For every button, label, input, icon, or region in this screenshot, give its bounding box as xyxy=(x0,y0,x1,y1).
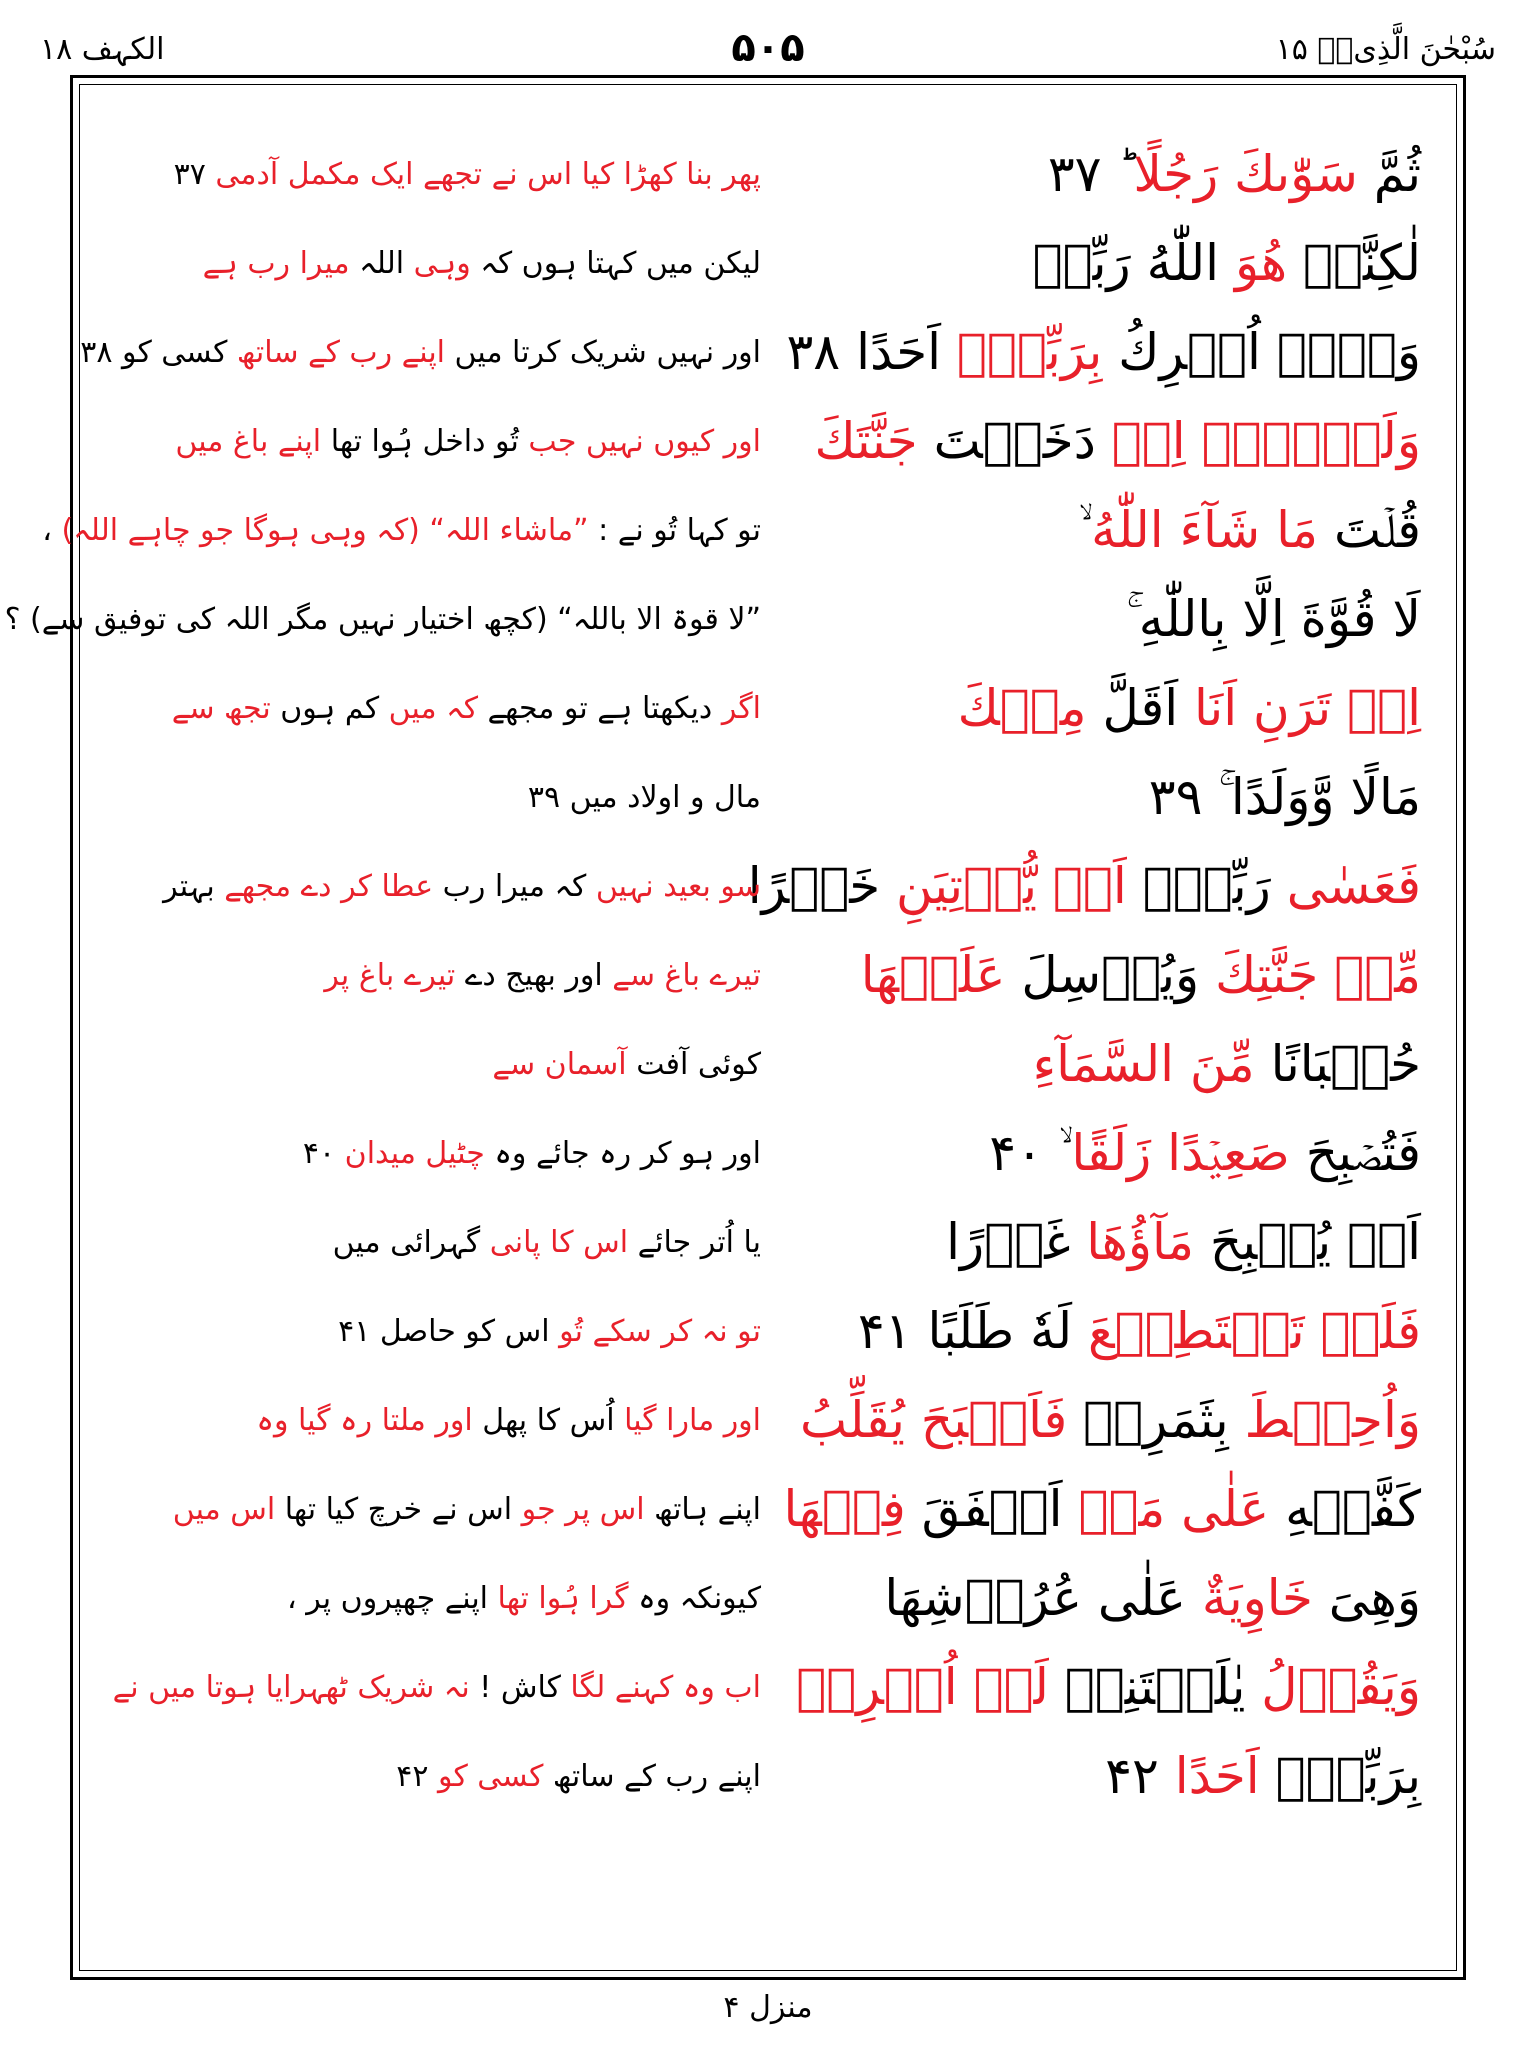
urdu-segment: اس نے خرچ کیا تھا xyxy=(275,1492,522,1527)
arabic-verse-line xyxy=(801,753,1421,842)
arabic-segment: اِنۡ تَرَنِ اَنَا xyxy=(1194,679,1421,737)
arabic-segment: مَا شَآءَ اللّٰهُ xyxy=(1091,501,1319,559)
urdu-segment: بہتر xyxy=(163,869,225,904)
arabic-segment: جَنَّتَكَ xyxy=(814,412,918,470)
urdu-segment: اللہ xyxy=(349,246,414,281)
arabic-segment: مَالًا وَّوَلَدًا ۚ ۳۹ xyxy=(1148,768,1421,826)
urdu-segment: ۴۲ xyxy=(396,1759,438,1794)
urdu-segment: کسی کو ۳۸ xyxy=(80,335,237,370)
urdu-segment: کوئی آفت xyxy=(626,1047,761,1082)
urdu-segment: سو بعید نہیں xyxy=(595,869,761,904)
arabic-verse-line xyxy=(747,842,1421,931)
arabic-segment: مِّنَ السَّمَآءِ xyxy=(1032,1035,1255,1093)
arabic-verse-line xyxy=(801,1554,1421,1643)
arabic-verse-line xyxy=(801,1732,1421,1821)
verse-row xyxy=(95,1109,1441,1198)
urdu-segment: اس کا پانی xyxy=(489,1225,629,1260)
arabic-segment: هُوَ xyxy=(1234,234,1288,292)
urdu-segment: ۳۷ xyxy=(173,157,216,192)
arabic-segment: خَيۡرًا xyxy=(747,857,897,915)
verse-row xyxy=(95,842,1441,931)
urdu-translation-line xyxy=(42,486,761,575)
verse-row xyxy=(95,1198,1441,1287)
urdu-segment: کہ میرا رب xyxy=(433,869,596,904)
arabic-segment: مِّنۡ جَنَّتِكَ xyxy=(1215,946,1421,1004)
urdu-segment: اور کیوں نہیں xyxy=(585,424,761,459)
urdu-segment: اور ملتا رہ گیا وہ xyxy=(256,1403,473,1438)
urdu-translation-line xyxy=(121,130,761,219)
verse-row xyxy=(95,1376,1441,1465)
arabic-segment: فَتُصۡبِحَ xyxy=(1289,1124,1421,1182)
verse-row xyxy=(95,219,1441,308)
arabic-verse-line xyxy=(801,397,1421,486)
urdu-translation-line xyxy=(121,1198,761,1287)
arabic-segment: يٰلَيۡتَنِىۡ xyxy=(1048,1658,1262,1716)
arabic-segment: ثُمَّ xyxy=(1357,145,1421,203)
arabic-segment: اَوۡ يُصۡبِحَ xyxy=(1194,1213,1421,1271)
arabic-segment: فَلَنۡ تَسۡتَطِيۡعَ xyxy=(1087,1302,1421,1360)
verse-row xyxy=(95,1287,1441,1376)
arabic-segment: خَاوِيَةٌ xyxy=(1201,1569,1313,1627)
arabic-segment: لٰكِنَّا۠ xyxy=(1287,234,1421,292)
urdu-translation-line xyxy=(121,664,761,753)
arabic-segment: اَنۡ يُّؤۡتِيَنِ xyxy=(896,857,1127,915)
verse-row xyxy=(95,1465,1441,1554)
urdu-segment: پھر بنا کھڑا کیا اس نے تجھے xyxy=(413,157,761,192)
arabic-segment: اَقَلَّ xyxy=(1086,679,1195,737)
urdu-translation-line xyxy=(121,1732,761,1821)
urdu-translation-line xyxy=(121,1376,761,1465)
header-surah-juz: سُبْحٰنَ الَّذِیۡۤ ۱۵ xyxy=(1275,32,1496,67)
urdu-segment: اس کو حاصل ۴۱ xyxy=(338,1314,560,1349)
arabic-verse-line xyxy=(801,219,1421,308)
arabic-verse-line xyxy=(801,575,1421,664)
arabic-verse-line xyxy=(801,1376,1421,1465)
urdu-segment: دیکھتا ہے تو مجھے xyxy=(478,691,722,726)
arabic-segment: حُسۡبَانًا xyxy=(1254,1035,1421,1093)
urdu-segment: ”لا قوۃ الا باللہ“ (کچھ اختیار نہیں مگر اللہ کی توفیق سے) ؟ xyxy=(4,602,761,637)
urdu-segment: اس پر جو xyxy=(521,1492,645,1527)
urdu-segment: اُس کا پھل xyxy=(472,1403,625,1438)
arabic-segment: اَنۡفَقَ xyxy=(905,1480,1079,1538)
urdu-segment: تو کہا تُو نے : xyxy=(588,513,761,548)
urdu-segment: گرا ہُوا تھا xyxy=(497,1581,629,1616)
urdu-translation-line xyxy=(80,308,761,397)
urdu-translation-line xyxy=(121,1109,761,1198)
urdu-segment: اس میں xyxy=(172,1492,276,1527)
arabic-segment: سَوّٰىكَ رَجُلًا xyxy=(1133,145,1358,203)
arabic-verse-line xyxy=(801,130,1421,219)
urdu-segment: تو نہ کر سکے تُو xyxy=(559,1314,761,1349)
arabic-verse-line xyxy=(783,1465,1421,1554)
urdu-translation-line xyxy=(4,575,761,664)
verse-row xyxy=(95,931,1441,1020)
arabic-verse-line xyxy=(786,308,1421,397)
arabic-segment: دَخَلۡتَ xyxy=(917,412,1112,470)
urdu-segment: ، xyxy=(42,513,62,548)
urdu-segment: ۴۰ xyxy=(302,1136,345,1171)
urdu-segment: تُو داخل ہُوا تھا xyxy=(321,424,519,459)
arabic-verse-line xyxy=(801,1198,1421,1287)
arabic-segment: بِرَبِّىۡۤ xyxy=(1259,1747,1421,1805)
verse-row xyxy=(95,1020,1441,1109)
arabic-segment: ۙ ۴۰ xyxy=(989,1124,1072,1182)
urdu-segment: آسمان سے xyxy=(492,1047,627,1082)
arabic-segment: ۙ xyxy=(1078,501,1092,559)
urdu-segment: اور نہیں شریک کرتا میں xyxy=(445,335,761,370)
urdu-translation-line xyxy=(121,1554,761,1643)
urdu-segment: اور ہو کر رہ جائے وہ xyxy=(484,1136,761,1171)
arabic-segment: لَمۡ اُشۡرِكۡ xyxy=(796,1658,1049,1716)
urdu-segment: تیرے باغ پر xyxy=(324,958,456,993)
arabic-segment: صَعِيۡدًا زَلَقًا xyxy=(1071,1124,1290,1182)
arabic-segment: وَيَقُوۡلُ xyxy=(1261,1658,1421,1716)
arabic-segment: بِرَبِّىۡۤ xyxy=(956,323,1103,381)
urdu-translation-line xyxy=(121,397,761,486)
urdu-translation-line xyxy=(121,1287,761,1376)
arabic-segment: بِثَمَرِهٖ xyxy=(1067,1391,1245,1449)
arabic-segment: كَفَّيۡهِ xyxy=(1269,1480,1421,1538)
arabic-segment: رَبِّىۡۤ xyxy=(1126,857,1287,915)
urdu-segment: اور بھیج دے xyxy=(455,958,613,993)
urdu-segment: جب xyxy=(518,424,586,459)
urdu-segment: یا اُتر جائے xyxy=(628,1225,761,1260)
urdu-segment: عطا کر دے مجھے xyxy=(224,869,434,904)
urdu-segment: اگر xyxy=(721,691,761,726)
urdu-translation-line xyxy=(121,753,761,842)
urdu-segment: مال و اولاد میں ۳۹ xyxy=(527,780,761,815)
urdu-segment: تجھ سے xyxy=(171,691,271,726)
urdu-translation-line xyxy=(121,219,761,308)
arabic-verse-line xyxy=(801,1109,1421,1198)
verse-row xyxy=(95,1643,1441,1732)
arabic-verse-line xyxy=(801,664,1421,753)
verse-row xyxy=(4,575,1441,664)
arabic-segment: اَحَدًا xyxy=(1174,1747,1260,1805)
arabic-segment: فَاَصۡبَحَ يُقَلِّبُ xyxy=(800,1391,1068,1449)
arabic-verse-line xyxy=(801,1020,1421,1109)
urdu-segment: کاش ! xyxy=(469,1670,571,1705)
arabic-segment: مَآؤُهَا xyxy=(1086,1213,1195,1271)
urdu-segment: اور مارا گیا xyxy=(624,1403,761,1438)
verse-row xyxy=(42,486,1441,575)
arabic-segment: غَوۡرًا xyxy=(946,1213,1087,1271)
urdu-translation-line xyxy=(121,931,761,1020)
arabic-segment: وَهِىَ xyxy=(1312,1569,1421,1627)
arabic-segment: فِيۡهَا xyxy=(783,1480,906,1538)
verse-rows xyxy=(4,130,1441,1821)
urdu-segment: میرا رب ہے xyxy=(202,246,350,281)
urdu-segment: اپنے باغ میں xyxy=(175,424,322,459)
arabic-verse-line xyxy=(801,486,1421,575)
urdu-segment: وہی xyxy=(413,246,471,281)
verse-row xyxy=(95,1554,1441,1643)
arabic-segment: قُلۡتَ xyxy=(1318,501,1421,559)
urdu-segment: چٹیل میدان xyxy=(344,1136,485,1171)
arabic-segment: وَاُحِيۡطَ xyxy=(1244,1391,1421,1449)
verse-row xyxy=(95,1732,1441,1821)
arabic-segment: ؕ ۳۷ xyxy=(1047,145,1134,203)
urdu-translation-line xyxy=(112,1643,761,1732)
urdu-segment: کیونکہ وہ xyxy=(628,1581,761,1616)
verse-row xyxy=(95,130,1441,219)
verse-row xyxy=(95,664,1441,753)
header-surah-name: الکہف ۱۸ xyxy=(40,32,165,67)
arabic-segment: فَعَسٰى xyxy=(1286,857,1421,915)
arabic-segment: عَلٰى مَاۤ xyxy=(1078,1480,1270,1538)
verse-row xyxy=(95,753,1441,842)
arabic-verse-line xyxy=(801,931,1421,1020)
urdu-segment: تیرے باغ سے xyxy=(612,958,761,993)
arabic-verse-line xyxy=(796,1643,1421,1732)
urdu-segment: اپنے ہاتھ xyxy=(644,1492,761,1527)
urdu-translation-line xyxy=(121,842,761,931)
arabic-segment: اللّٰهُ رَبِّىۡ xyxy=(1032,234,1235,292)
urdu-segment: اپنے رب کے ساتھ xyxy=(236,335,446,370)
urdu-segment: ایک مکمل آدمی xyxy=(215,157,414,192)
arabic-segment: عَلٰى عُرُوۡشِهَا xyxy=(884,1569,1202,1627)
arabic-segment: وَلَاۤ اُشۡرِكُ xyxy=(1102,323,1421,381)
urdu-segment: اپنے چھپروں پر ، xyxy=(287,1581,498,1616)
urdu-segment: اب وہ کہنے لگا xyxy=(570,1670,761,1705)
arabic-segment: لَا قُوَّةَ اِلَّا بِاللّٰهِ ۚ xyxy=(1126,590,1421,648)
arabic-verse-line xyxy=(801,1287,1421,1376)
urdu-segment: گہرائی میں xyxy=(332,1225,490,1260)
urdu-segment: کہ میں xyxy=(388,691,478,726)
urdu-segment: ”ماشاء اللہ“ (کہ وہی ہوگا جو چاہے اللہ) xyxy=(61,513,589,548)
urdu-segment: لیکن میں کہتا ہوں کہ xyxy=(470,246,761,281)
arabic-segment: مِنۡكَ xyxy=(957,679,1087,737)
urdu-translation-line xyxy=(121,1465,761,1554)
urdu-segment: نہ شریک ٹھہرایا ہوتا میں نے xyxy=(112,1670,470,1705)
arabic-segment: لَهٗ طَلَبًا ۴۱ xyxy=(857,1302,1088,1360)
page-number: ۵۰۵ xyxy=(731,25,805,71)
verse-row xyxy=(80,308,1441,397)
urdu-segment: کسی کو xyxy=(437,1759,544,1794)
urdu-segment: اپنے رب کے ساتھ xyxy=(543,1759,761,1794)
arabic-segment: ۴۲ xyxy=(1105,1747,1175,1805)
arabic-segment: عَلَيۡهَا xyxy=(860,946,1006,1004)
urdu-segment: کم ہوں xyxy=(270,691,389,726)
arabic-segment: وَيُرۡسِلَ xyxy=(1005,946,1216,1004)
arabic-segment: اَحَدًا ۳۸ xyxy=(786,323,957,381)
manzil-footer: منزل ۴ xyxy=(723,1990,813,2025)
verse-row xyxy=(95,397,1441,486)
arabic-segment: وَلَوۡلَاۤ اِذۡ xyxy=(1111,412,1421,470)
urdu-translation-line xyxy=(121,1020,761,1109)
